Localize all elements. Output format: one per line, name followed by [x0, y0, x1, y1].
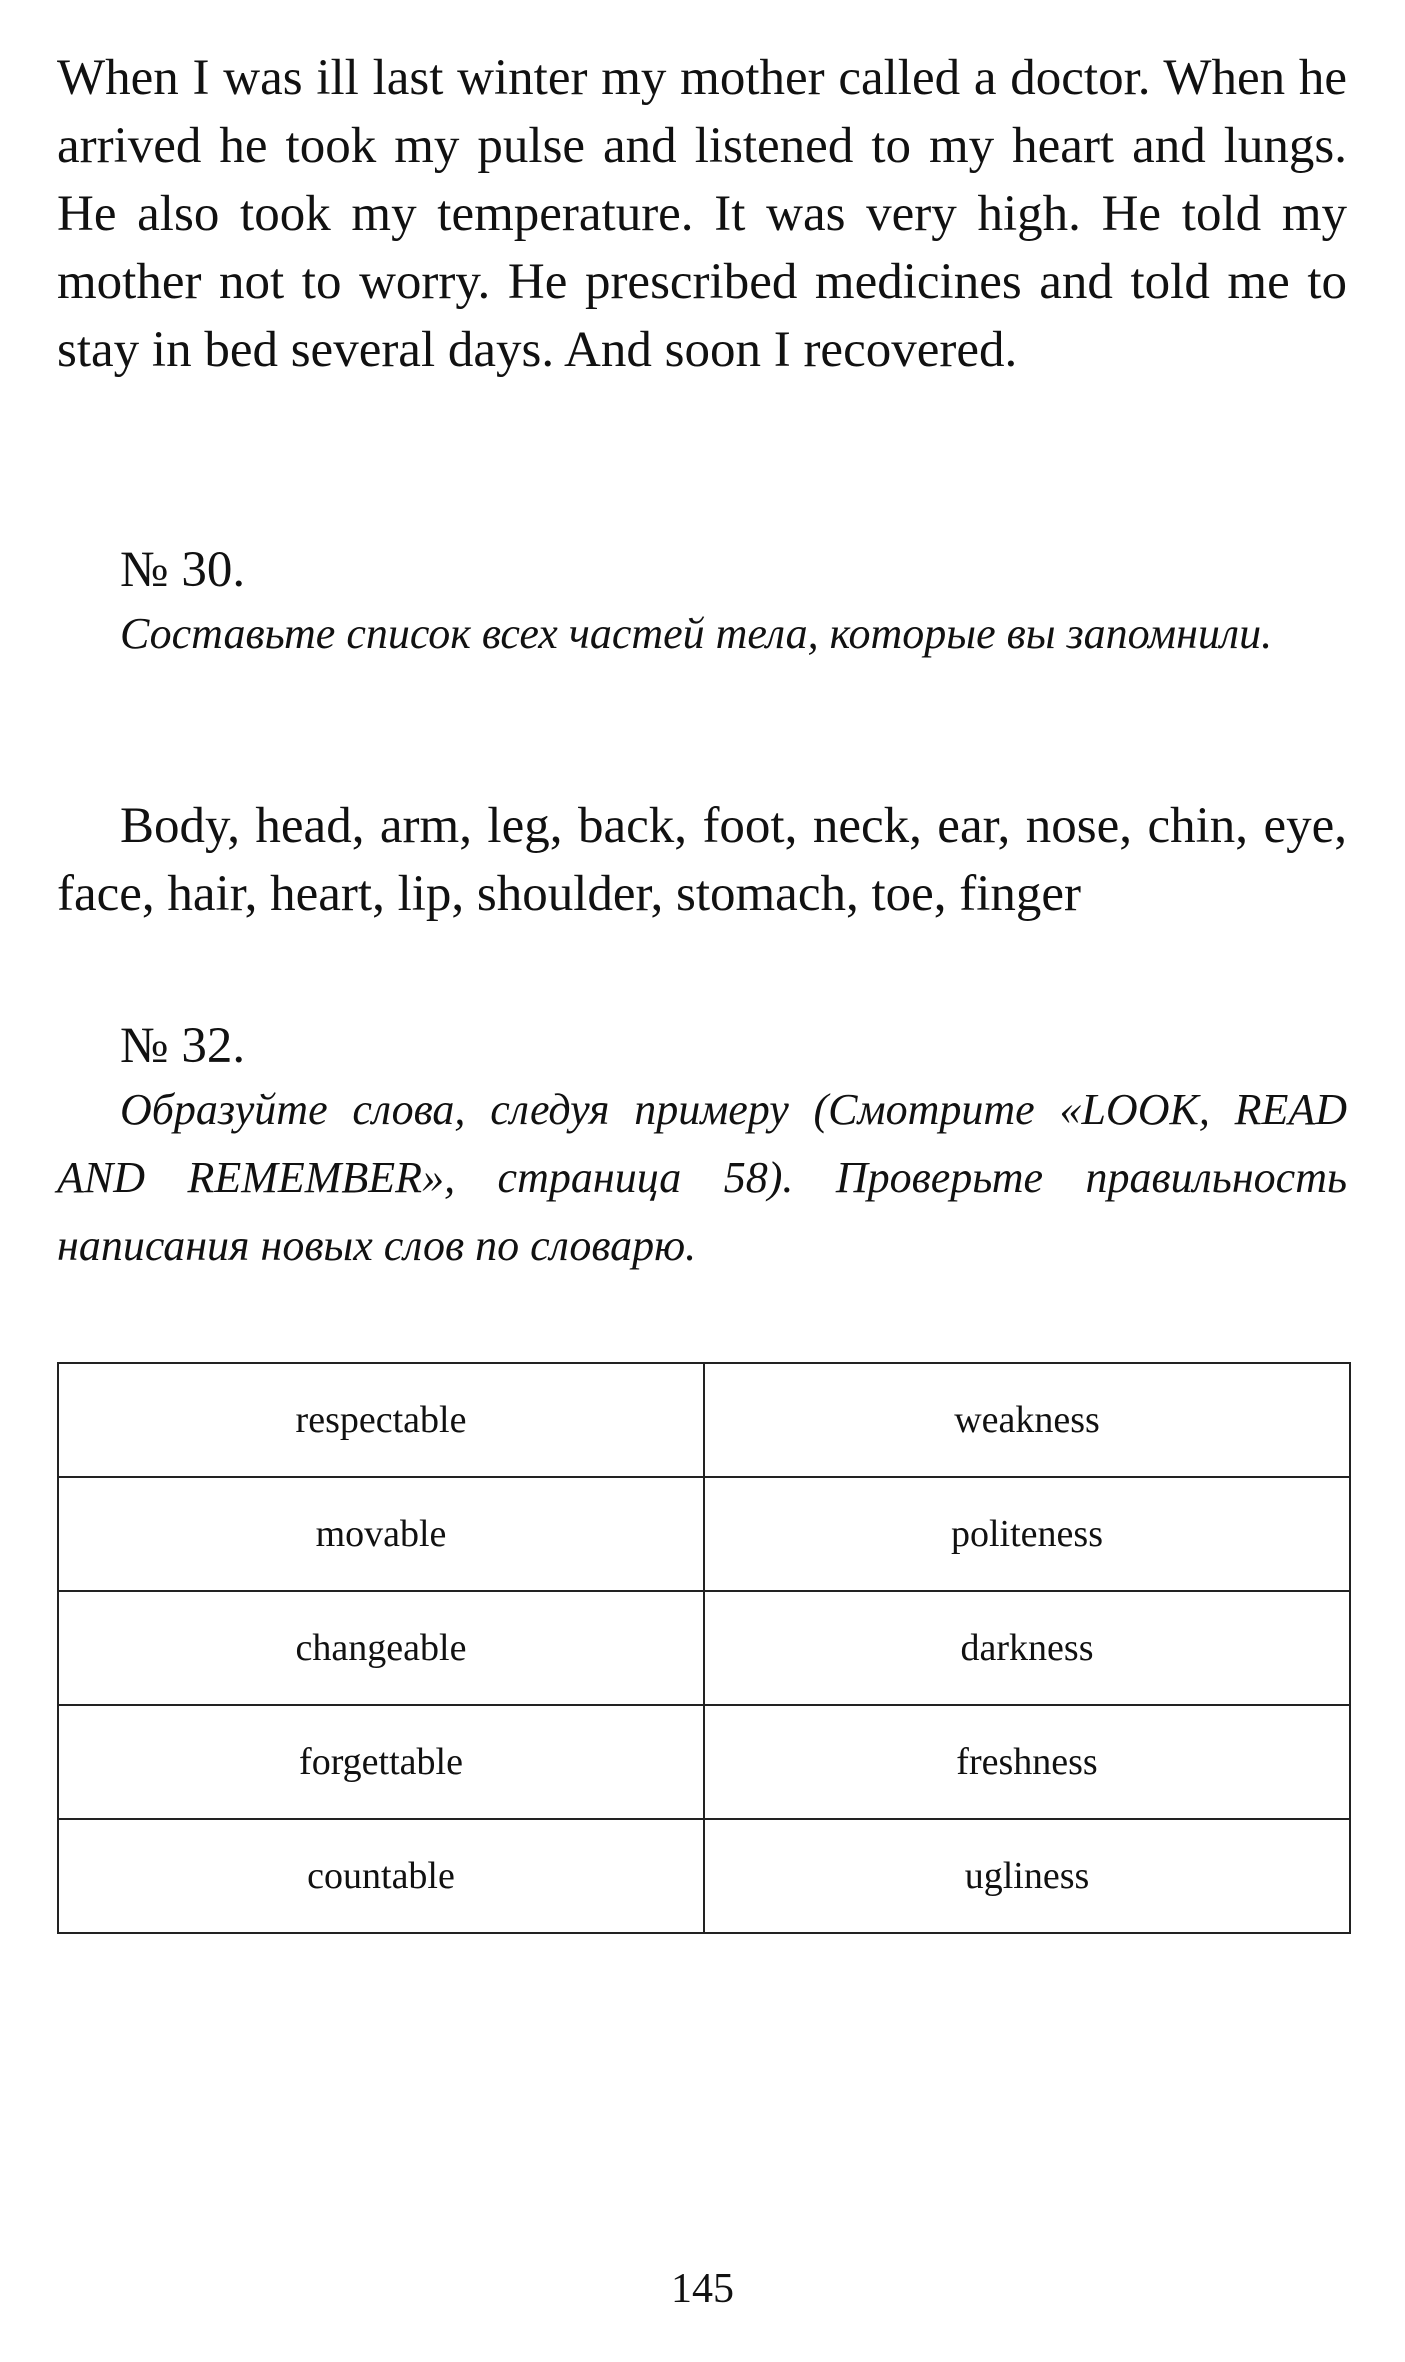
exercise-30-answer: Body, head, arm, leg, back, foot, neck, ear, nose, chin, eye, face, hair, heart, lip, shoulder, stomach, toe, finger — [57, 798, 1347, 922]
table-cell-adjective: changeable — [58, 1591, 704, 1705]
table-cell-adjective: countable — [58, 1819, 704, 1933]
table-row — [58, 1705, 1350, 1819]
table-row — [58, 1819, 1350, 1933]
exercise-30-instruction: Составьте список всех частей тела, которые вы запомнили. — [120, 609, 1273, 658]
table-cell-noun: politeness — [704, 1477, 1350, 1591]
table-row — [58, 1477, 1350, 1591]
story-paragraph: When I was ill last winter my mother called a doctor. When he arrived he took my pulse and listened to my heart and lungs. He also took my temperature. It was very high. He told my mother not to worry. He prescribed medicines and told me to stay in bed several days. And soon I recovered. — [57, 50, 1347, 378]
page-number: 145 — [671, 2266, 734, 2312]
table-cell-noun: darkness — [704, 1591, 1350, 1705]
exercise-32-number: № 32. — [120, 1018, 246, 1074]
table-cell-adjective: forgettable — [58, 1705, 704, 1819]
exercise-30-number: № 30. — [120, 542, 246, 598]
table-cell-noun: freshness — [704, 1705, 1350, 1819]
table-cell-noun: weakness — [704, 1363, 1350, 1477]
table-row — [58, 1363, 1350, 1477]
word-formation-table — [57, 1362, 1351, 1934]
table-cell-adjective: movable — [58, 1477, 704, 1591]
table-cell-noun: ugliness — [704, 1819, 1350, 1933]
exercise-32-instruction: Образуйте слова, следуя примеру (Смотрите «LOOK, READ AND REMEMBER», страница 58). Проверьте правильность написания новых слов по словарю. — [57, 1085, 1347, 1270]
table-row — [58, 1591, 1350, 1705]
table-cell-adjective: respectable — [58, 1363, 704, 1477]
